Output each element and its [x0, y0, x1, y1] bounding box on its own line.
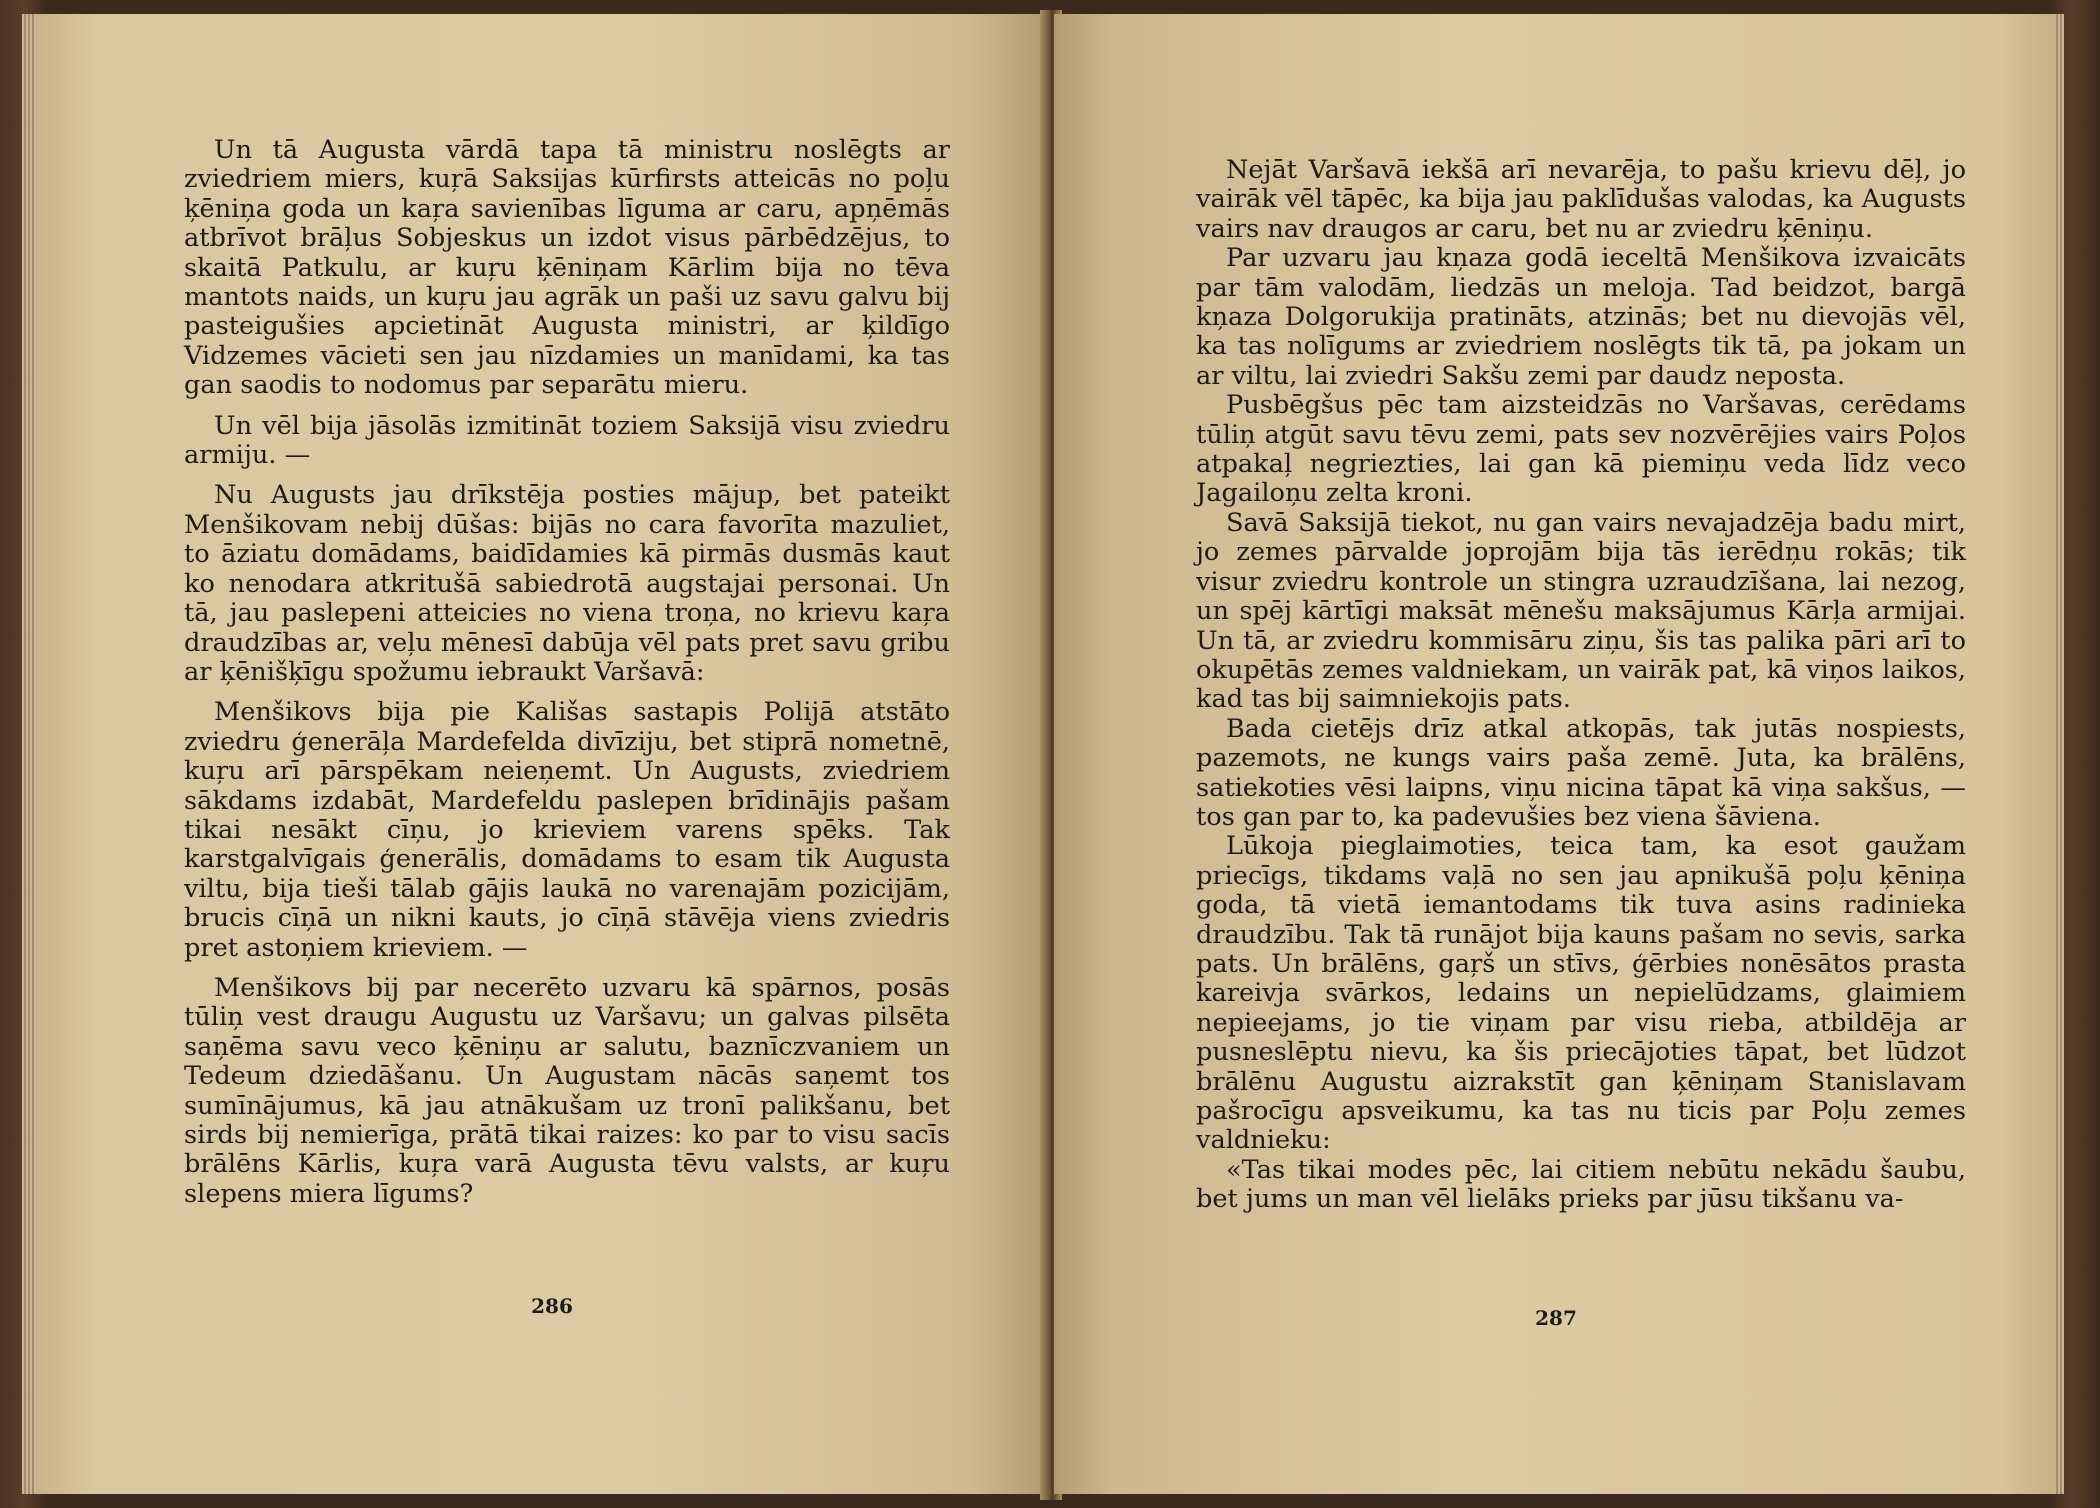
right-page — [1054, 14, 2054, 1494]
paragraph: Un tā Augusta vārdā tapa tā ministru noslēgts ar zviedriem miers, kuŗā Saksijas kūrfirsts atteicās no poļu ķēniņa goda un kaŗa savienības līguma ar caru, apņēmās atbrīvot brāļus Sobjeskus un izdot visus pārbēdzējus, to skaitā Patkulu, ar kuŗu ķēniņam Kārlim bija no tēva mantots naids, un kuŗu jau agrāk un paši uz savu galvu bij pasteigušies apcietināt Augusta ministri, ar ķildīgo Vidzemes vācieti sen jau nīzdamies un manīdami, ka tas gan saodis to nodomus par separātu mieru. — [184, 135, 950, 401]
page-edges-left — [22, 14, 36, 1494]
paragraph: Lūkoja pieglaimoties, teica tam, ka esot gaužam priecīgs, tikdams vaļā no sen jau apnikušā poļu ķēniņa goda, tā vietā iemantodams tik tuva asins radinieka draudzību. Tak tā runājot bija kauns pašam no sevis, sarka pats. Un brālēns, gaŗš un stīvs, ģērbies nonēsātos prasta kareivja svārkos, ledains un nepielūdzams, glaimiem nepieejams, jo tie viņam par visu rieba, atbildēja ar pusneslēptu nievu, ka šis priecājoties tāpat, bet lūdzot brālēnu Augustu aizrakstīt gan ķēniņam Stanislavam pašrocīgu apsveikumu, ka tas nu ticis par Poļu zemes valdnieku: — [1196, 831, 1966, 1156]
left-page — [36, 14, 1046, 1494]
paragraph: Nejāt Varšavā iekšā arī nevarēja, to pašu krievu dēļ, jo vairāk vēl tāpēc, ka bija jau paklīdušas valodas, ka Augusts vairs nav draugos ar caru, bet nu ar zviedru ķēniņu. — [1196, 155, 1966, 244]
paragraph: Savā Saksijā tiekot, nu gan vairs nevajadzēja badu mirt, jo zemes pārvalde joprojām bija tās ierēdņu rokās; tik visur zviedru kontrole un stingra uzraudzīšana, lai nezog, un spēj kārtīgi maksāt mēnešu maksājumus Kārļa armijai. Un tā, ar zviedru kommisāru ziņu, šis tas palika pāri arī to okupētās zemes valdniekam, un vairāk pat, kā viņos laikos, kad tas bij saimniekojis pats. — [1196, 507, 1966, 715]
page-number: 287 — [1535, 1306, 1577, 1330]
paragraph: Un vēl bija jāsolās izmitināt toziem Saksijā visu zviedru armiju. — — [184, 410, 950, 471]
paragraph: Menšikovs bij par necerēto uzvaru kā spārnos, posās tūliņ vest draugu Augustu uz Varšavu; un galvas pilsēta saņēma savu veco ķēniņu ar salutu, baznīczvaniem un Tedeum dziedāšanu. Un Augustam nācās saņemt tos sumīnājumus, kā jau atnākušam uz tronī palikšanu, bet sirds bij nemierīga, prātā tikai raizes: ko par to visu sacīs brālēns Kārlis, kuŗa varā Augusta tēvu valsts, ar kuŗu slepens miera līgums? — [184, 972, 950, 1209]
page-number: 286 — [531, 1294, 573, 1318]
paragraph: Par uzvaru jau kņaza godā ieceltā Menšikova izvaicāts par tām valodām, liedzās un meloja. Tad beidzot, bargā kņaza Dolgorukija pratināts, atzinās; bet nu dievojās vēl, ka tas nolīgums ar zviedriem noslēgts tik tā, pa jokam un ar viltu, lai zviedri Sakšu zemi par daudz neposta. — [1196, 243, 1966, 391]
paragraph: Nu Augusts jau drīkstēja posties mājup, bet pateikt Menšikovam nebij dūšas: bijās no cara favorīta mazuliet, to āziatu domādams, baidīdamies kā pirmās dusmās kaut ko nenodara atkritušā sabiedrotā augstajai personai. Un tā, jau paslepeni atteicies no viena troņa, no krievu kaŗa draudzības ar, veļu mēnesī dabūja vēl pats pret savu gribu ar ķēnišķīgu spožumu iebraukt Varšavā: — [184, 480, 950, 687]
paragraph: Pusbēgšus pēc tam aizsteidzās no Varšavas, cerēdams tūliņ atgūt savu tēvu zemi, pats sev nozvērējies vairs Poļos atpakaļ negriezties, lai gan kā piemiņu veda līdz veco Jagailoņu zelta kroni. — [1196, 390, 1966, 509]
right-page-text — [1196, 156, 1966, 1215]
paragraph: Bada cietējs drīz atkal atkopās, tak jutās nospiests, pazemots, ne kungs vairs paša zemē. Juta, ka brālēns, satiekoties vēsi laipns, viņu nicina tāpat kā viņa sakšus, — tos gan par to, ka padevušies bez viena šāviena. — [1196, 713, 1966, 832]
paragraph: Menšikovs bija pie Kališas sastapis Polijā atstāto zviedru ģenerāļa Mardefelda divīziju, bet stiprā nometnē, kuŗu arī pārspēkam neieņemt. Un Augusts, zviedriem sākdams izdabāt, Mardefeldu paslepen brīdinājis pašam tikai nesākt cīņu, jo krieviem varens spēks. Tak karstgalvīgais ģenerālis, domādams to esam tik Augusta viltu, bija tieši tālab gājis laukā no varenajām pozicijām, brucis cīņā un nikni kauts, jo cīņā stāvēja viens zviedris pret astoņiem krieviem. — — [184, 697, 950, 963]
left-page-text — [184, 136, 950, 1209]
paragraph: «Tas tikai modes pēc, lai citiem nebūtu nekādu šaubu, bet jums un man vēl lielāks prieks par jūsu tikšanu va- — [1196, 1154, 1966, 1215]
